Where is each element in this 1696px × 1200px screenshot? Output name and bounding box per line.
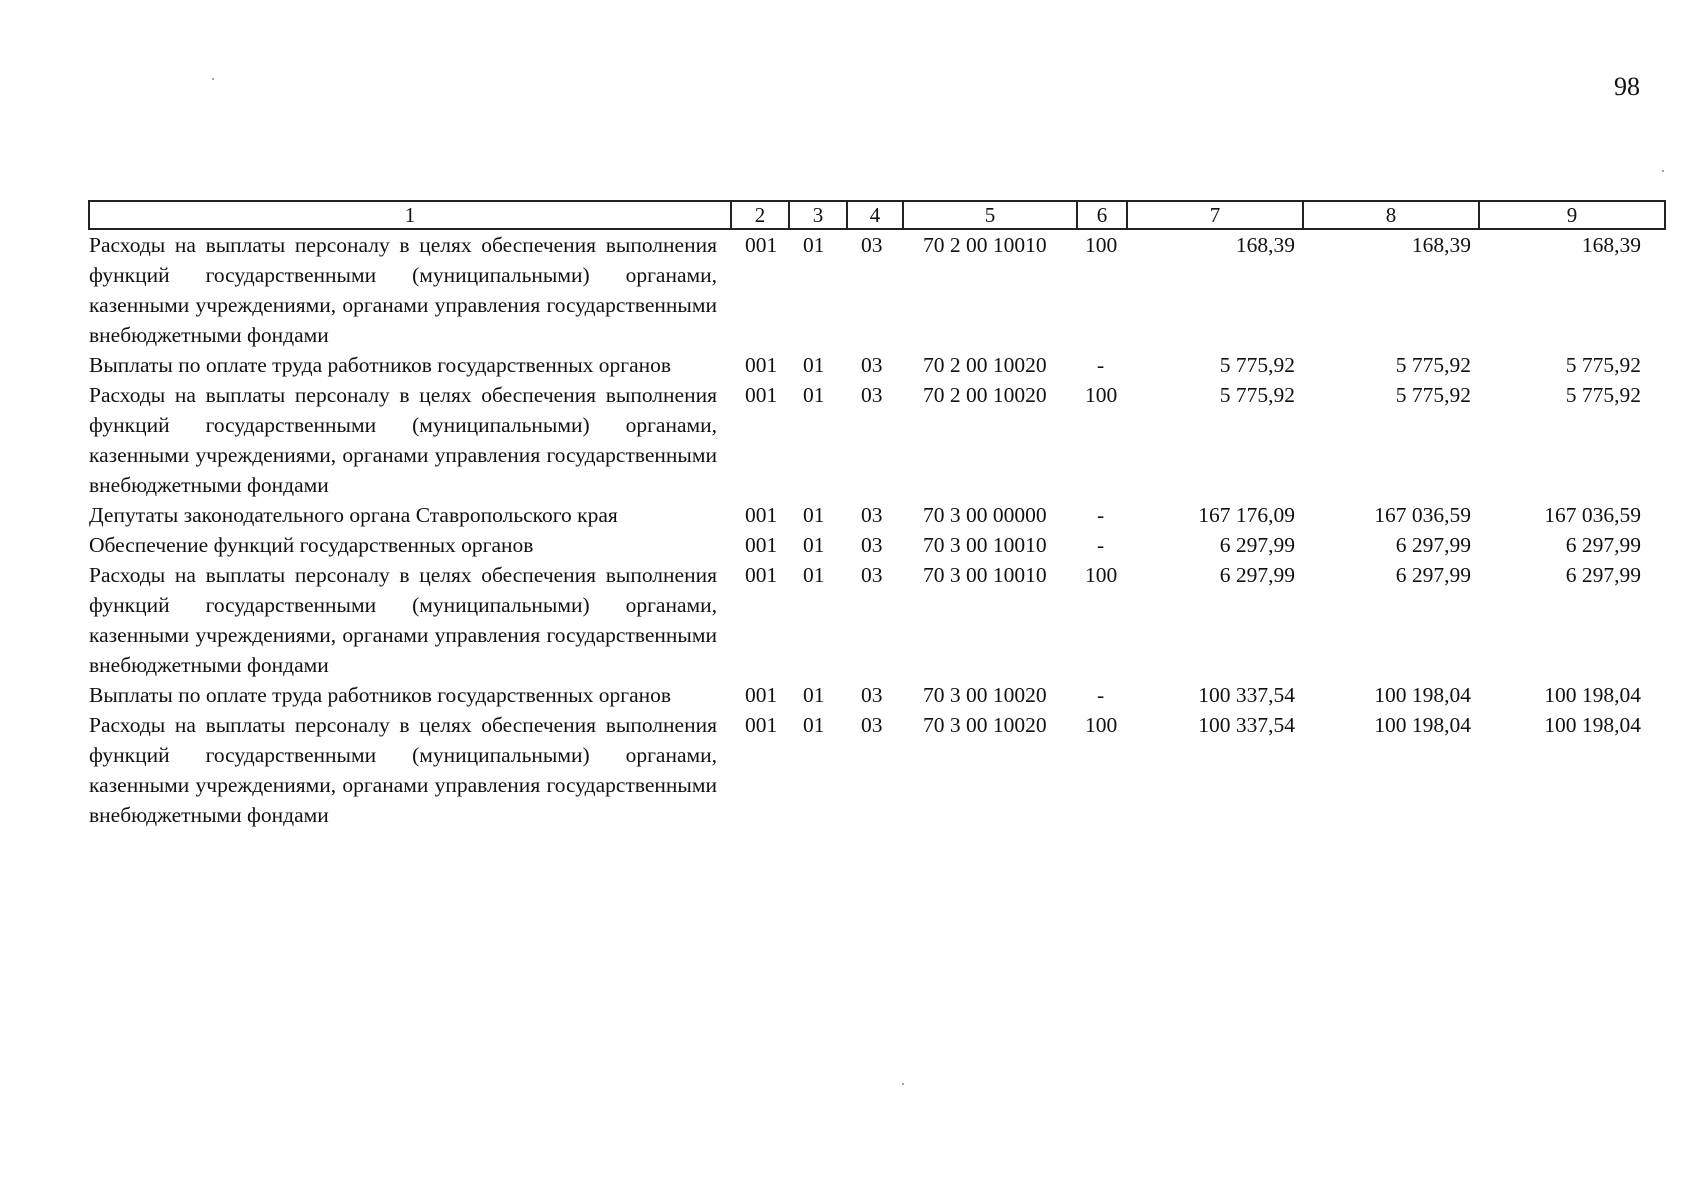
column-header-5: 5 — [903, 201, 1077, 229]
cell-subsection-code: 03 — [861, 713, 883, 737]
cell-section-code: 01 — [803, 503, 825, 527]
cell-amount-8: 100 198,04 — [1374, 683, 1471, 707]
row-description: Обеспечение функций государственных органов — [89, 533, 534, 557]
cell-amount-9: 6 297,99 — [1565, 533, 1641, 557]
cell-amount-8: 6 297,99 — [1395, 563, 1471, 587]
cell-section-code: 01 — [803, 233, 825, 257]
table-row — [89, 680, 1665, 710]
budget-table — [88, 200, 1666, 830]
cell-amount-7: 5 775,92 — [1219, 383, 1295, 407]
cell-subsection-code: 03 — [861, 503, 883, 527]
cell-amount-7: 100 337,54 — [1198, 713, 1295, 737]
cell-expense-type: - — [1097, 353, 1105, 377]
row-description: Расходы на выплаты персоналу в целях обеспечения выполнения функций государственными (муниципальными) органами, казенными учреждениями, органами управления государственными внебюджетными фондами — [89, 563, 717, 677]
cell-subsection-code: 03 — [861, 533, 883, 557]
column-header-6: 6 — [1077, 201, 1127, 229]
column-header-4: 4 — [847, 201, 903, 229]
table-row — [89, 350, 1665, 380]
table-row — [89, 380, 1665, 500]
cell-expense-type: 100 — [1085, 383, 1118, 407]
cell-subsection-code: 03 — [861, 683, 883, 707]
table-row — [89, 710, 1665, 830]
table-row — [89, 560, 1665, 680]
table-row — [89, 229, 1665, 350]
table-row — [89, 530, 1665, 560]
row-description: Выплаты по оплате труда работников государственных органов — [89, 683, 672, 707]
cell-expense-type: 100 — [1085, 563, 1118, 587]
cell-section-code: 01 — [803, 683, 825, 707]
cell-amount-7: 168,39 — [1235, 233, 1295, 257]
cell-amount-9: 168,39 — [1581, 233, 1641, 257]
cell-target-article: 70 3 00 10020 — [923, 713, 1047, 737]
cell-amount-9: 6 297,99 — [1565, 563, 1641, 587]
cell-amount-9: 5 775,92 — [1565, 383, 1641, 407]
row-description: Расходы на выплаты персоналу в целях обеспечения выполнения функций государственными (муниципальными) органами, казенными учреждениями, органами управления государственными внебюджетными фондами — [89, 233, 717, 347]
column-header-7: 7 — [1127, 201, 1303, 229]
cell-target-article: 70 2 00 10020 — [923, 383, 1047, 407]
cell-ministry-code: 001 — [745, 533, 778, 557]
cell-amount-7: 5 775,92 — [1219, 353, 1295, 377]
cell-amount-9: 5 775,92 — [1565, 353, 1641, 377]
cell-amount-9: 167 036,59 — [1544, 503, 1641, 527]
cell-amount-7: 167 176,09 — [1198, 503, 1295, 527]
cell-subsection-code: 03 — [861, 383, 883, 407]
cell-subsection-code: 03 — [861, 353, 883, 377]
cell-expense-type: - — [1097, 683, 1105, 707]
cell-amount-8: 168,39 — [1411, 233, 1471, 257]
cell-target-article: 70 3 00 10020 — [923, 683, 1047, 707]
scan-speck — [902, 1083, 904, 1085]
cell-section-code: 01 — [803, 563, 825, 587]
cell-expense-type: - — [1097, 503, 1105, 527]
cell-section-code: 01 — [803, 533, 825, 557]
cell-section-code: 01 — [803, 383, 825, 407]
column-header-3: 3 — [789, 201, 847, 229]
cell-amount-7: 6 297,99 — [1219, 563, 1295, 587]
cell-amount-9: 100 198,04 — [1544, 713, 1641, 737]
cell-expense-type: 100 — [1085, 713, 1118, 737]
cell-target-article: 70 3 00 10010 — [923, 563, 1047, 587]
cell-expense-type: - — [1097, 533, 1105, 557]
cell-ministry-code: 001 — [745, 563, 778, 587]
cell-amount-8: 100 198,04 — [1374, 713, 1471, 737]
cell-target-article: 70 3 00 00000 — [923, 503, 1047, 527]
row-description: Расходы на выплаты персоналу в целях обеспечения выполнения функций государственными (муниципальными) органами, казенными учреждениями, органами управления государственными внебюджетными фондами — [89, 713, 717, 827]
cell-target-article: 70 2 00 10020 — [923, 353, 1047, 377]
cell-ministry-code: 001 — [745, 683, 778, 707]
cell-amount-9: 100 198,04 — [1544, 683, 1641, 707]
column-header-2: 2 — [731, 201, 789, 229]
cell-amount-8: 167 036,59 — [1374, 503, 1471, 527]
cell-ministry-code: 001 — [745, 713, 778, 737]
cell-amount-7: 6 297,99 — [1219, 533, 1295, 557]
cell-section-code: 01 — [803, 353, 825, 377]
scan-speck — [212, 78, 214, 80]
column-header-8: 8 — [1303, 201, 1479, 229]
cell-ministry-code: 001 — [745, 383, 778, 407]
cell-target-article: 70 3 00 10010 — [923, 533, 1047, 557]
cell-section-code: 01 — [803, 713, 825, 737]
row-description: Депутаты законодательного органа Ставропольского края — [89, 503, 618, 527]
page-number: 98 — [1614, 72, 1640, 101]
cell-ministry-code: 001 — [745, 353, 778, 377]
row-description: Выплаты по оплате труда работников государственных органов — [89, 353, 672, 377]
cell-amount-7: 100 337,54 — [1198, 683, 1295, 707]
cell-amount-8: 6 297,99 — [1395, 533, 1471, 557]
cell-subsection-code: 03 — [861, 563, 883, 587]
cell-target-article: 70 2 00 10010 — [923, 233, 1047, 257]
cell-amount-8: 5 775,92 — [1395, 383, 1471, 407]
cell-ministry-code: 001 — [745, 233, 778, 257]
cell-amount-8: 5 775,92 — [1395, 353, 1471, 377]
cell-subsection-code: 03 — [861, 233, 883, 257]
cell-ministry-code: 001 — [745, 503, 778, 527]
cell-expense-type: 100 — [1085, 233, 1118, 257]
scan-speck — [1662, 170, 1664, 172]
column-header-9: 9 — [1479, 201, 1665, 229]
table-row — [89, 500, 1665, 530]
header-row — [89, 201, 1665, 229]
column-header-1: 1 — [89, 201, 731, 229]
row-description: Расходы на выплаты персоналу в целях обеспечения выполнения функций государственными (муниципальными) органами, казенными учреждениями, органами управления государственными внебюджетными фондами — [89, 383, 717, 497]
